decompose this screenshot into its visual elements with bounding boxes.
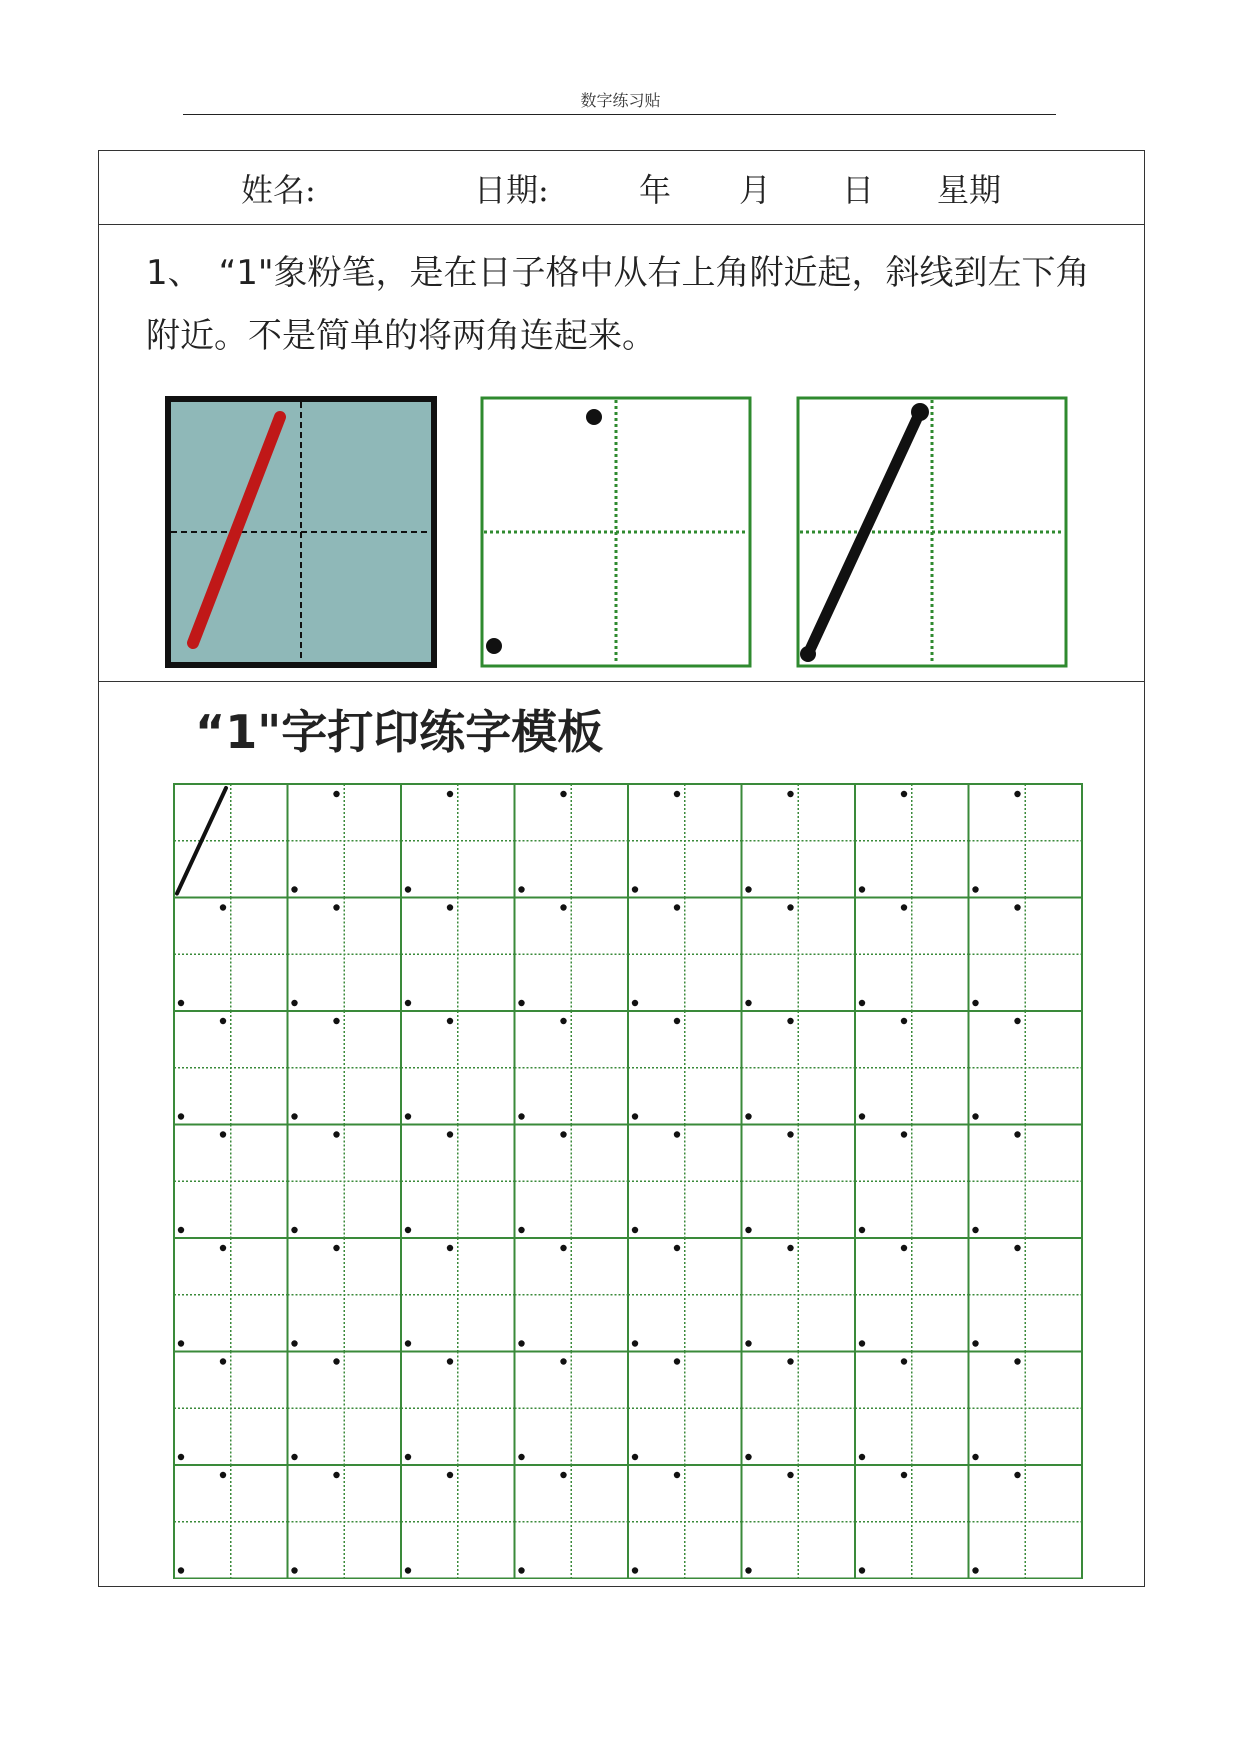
start-dot <box>560 1131 566 1137</box>
start-dot <box>901 904 907 910</box>
start-dot <box>674 1358 680 1364</box>
start-dot <box>674 1131 680 1137</box>
start-dot <box>787 1245 793 1251</box>
end-dot <box>632 1000 638 1006</box>
start-dot <box>220 1131 226 1137</box>
start-dot <box>447 1472 453 1478</box>
end-dot <box>972 886 978 892</box>
year-label: 年 <box>639 171 672 209</box>
end-dot <box>745 1454 751 1460</box>
start-dot <box>901 791 907 797</box>
end-dot <box>518 1567 524 1573</box>
end-dot <box>518 1340 524 1346</box>
end-dot <box>632 1340 638 1346</box>
start-dot <box>1014 791 1020 797</box>
end-dot <box>291 1567 297 1573</box>
start-dot <box>901 1245 907 1251</box>
month-label: 月 <box>739 171 772 209</box>
end-dot <box>178 1340 184 1346</box>
start-dot <box>447 904 453 910</box>
end-dot <box>745 1227 751 1233</box>
day-label: 日 <box>842 171 875 209</box>
end-dot <box>518 1113 524 1119</box>
start-dot <box>333 904 339 910</box>
name-label: 姓名: <box>241 171 316 209</box>
end-dot <box>859 1227 865 1233</box>
end-dot <box>745 1340 751 1346</box>
start-dot <box>220 1018 226 1024</box>
end-dot <box>972 1000 978 1006</box>
end-dot <box>291 1454 297 1460</box>
end-dot <box>859 1340 865 1346</box>
start-dot <box>1014 1131 1020 1137</box>
end-dot <box>178 1567 184 1573</box>
start-dot <box>447 1245 453 1251</box>
end-dot <box>291 1340 297 1346</box>
end-dot <box>632 1113 638 1119</box>
demo-box-stroke-example <box>165 396 437 668</box>
end-dot <box>291 1113 297 1119</box>
info-row <box>99 151 1144 225</box>
end-dot <box>518 886 524 892</box>
end-dot <box>859 886 865 892</box>
end-dot <box>518 1000 524 1006</box>
start-dot <box>333 1358 339 1364</box>
header-title: 数字练习贴 <box>580 91 661 110</box>
start-dot <box>333 1131 339 1137</box>
start-dot <box>674 1472 680 1478</box>
start-dot <box>560 1245 566 1251</box>
end-dot <box>405 1454 411 1460</box>
start-dot <box>447 1131 453 1137</box>
start-dot <box>901 1358 907 1364</box>
start-dot <box>1014 1472 1020 1478</box>
start-dot <box>220 904 226 910</box>
start-dot <box>787 1358 793 1364</box>
demo-box-points <box>480 396 752 668</box>
start-dot <box>901 1472 907 1478</box>
end-dot <box>859 1567 865 1573</box>
start-dot <box>560 904 566 910</box>
start-dot <box>447 1358 453 1364</box>
start-dot <box>674 904 680 910</box>
start-dot <box>901 1131 907 1137</box>
start-dot <box>333 1245 339 1251</box>
end-dot <box>178 1227 184 1233</box>
start-dot <box>447 1018 453 1024</box>
end-dot <box>745 1000 751 1006</box>
start-dot <box>1014 1018 1020 1024</box>
end-dot <box>291 886 297 892</box>
end-dot <box>405 1567 411 1573</box>
practice-grid <box>173 783 1083 1579</box>
start-dot <box>1014 1358 1020 1364</box>
end-dot <box>405 1227 411 1233</box>
end-dot <box>859 1113 865 1119</box>
start-dot <box>787 1472 793 1478</box>
end-dot <box>518 1454 524 1460</box>
start-dot <box>220 1245 226 1251</box>
end-dot <box>405 1000 411 1006</box>
start-dot <box>787 1018 793 1024</box>
end-dot <box>859 1454 865 1460</box>
start-dot <box>220 1358 226 1364</box>
date-label: 日期: <box>474 171 549 209</box>
end-dot <box>178 1113 184 1119</box>
end-dot <box>178 1000 184 1006</box>
end-dot <box>405 1113 411 1119</box>
start-dot <box>787 791 793 797</box>
instruction-row <box>99 224 1144 682</box>
demo-box-completed <box>796 396 1068 668</box>
end-dot <box>518 1227 524 1233</box>
end-dot <box>405 1340 411 1346</box>
header-rule <box>183 114 1056 115</box>
start-dot <box>560 1358 566 1364</box>
start-dot <box>1014 1245 1020 1251</box>
start-dot <box>220 1472 226 1478</box>
start-dot <box>333 1472 339 1478</box>
start-dot <box>901 1018 907 1024</box>
end-dot <box>291 1000 297 1006</box>
weekday-label: 星期 <box>937 171 1002 209</box>
end-dot <box>972 1454 978 1460</box>
template-title: “1"字打印练字模板 <box>195 705 604 759</box>
end-dot <box>745 1567 751 1573</box>
end-dot <box>632 886 638 892</box>
start-dot <box>787 904 793 910</box>
end-dot <box>405 886 411 892</box>
start-dot <box>333 791 339 797</box>
end-dot <box>972 1113 978 1119</box>
start-dot <box>787 1131 793 1137</box>
start-dot <box>560 1018 566 1024</box>
end-dot <box>291 1227 297 1233</box>
end-dot <box>178 1454 184 1460</box>
start-dot <box>1014 904 1020 910</box>
end-dot <box>972 1340 978 1346</box>
instruction-text: 1、 “1"象粉笔，是在日子格中从右上角附近起，斜线到左下角附近。不是简单的将两角连起来。 <box>146 253 1090 356</box>
start-dot <box>674 791 680 797</box>
end-dot <box>972 1227 978 1233</box>
start-dot <box>560 1472 566 1478</box>
worksheet <box>98 150 1145 1587</box>
start-dot <box>674 1018 680 1024</box>
end-dot <box>745 1113 751 1119</box>
end-dot <box>632 1227 638 1233</box>
start-dot <box>674 1245 680 1251</box>
start-dot <box>447 791 453 797</box>
end-dot <box>632 1454 638 1460</box>
start-dot <box>560 791 566 797</box>
start-dot <box>333 1018 339 1024</box>
end-dot <box>972 1567 978 1573</box>
end-dot <box>859 1000 865 1006</box>
end-dot <box>745 886 751 892</box>
end-dot <box>632 1567 638 1573</box>
